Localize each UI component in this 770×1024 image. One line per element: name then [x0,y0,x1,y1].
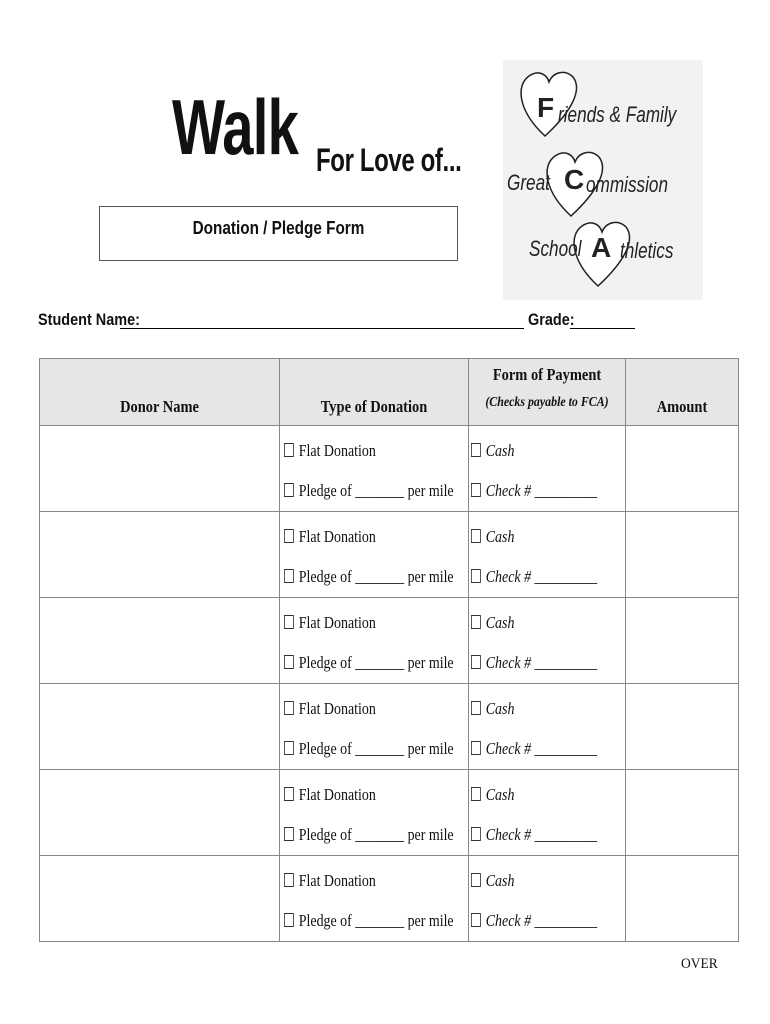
checkbox-icon[interactable] [284,787,294,801]
checkbox-icon[interactable] [471,483,481,497]
type-of-donation-cell [280,684,469,770]
flat-donation-option[interactable]: Flat Donation [284,699,435,719]
checkbox-icon[interactable] [471,569,481,583]
logo-friends-family: riends & Family [558,102,677,127]
donor-name-cell[interactable] [40,856,280,942]
pledge-amount-blank[interactable]: _______ [355,825,405,844]
flat-donation-option[interactable]: Flat Donation [284,785,435,805]
pledge-amount-blank[interactable]: _______ [355,911,405,930]
checkbox-icon[interactable] [471,529,481,543]
checkbox-icon[interactable] [471,873,481,887]
header-form-of-payment: Form of Payment (Checks payable to FCA) [469,359,626,426]
flat-donation-option[interactable]: Flat Donation [284,441,435,461]
table-row [40,426,739,512]
checkbox-icon[interactable] [284,827,294,841]
table-header-row [40,359,739,426]
checkbox-icon[interactable] [284,529,294,543]
form-of-payment-cell [469,512,626,598]
header-donor-name: Donor Name [40,359,280,426]
flat-donation-option[interactable]: Flat Donation [284,613,435,633]
pledge-option[interactable]: Pledge of _______ per mile [284,911,435,931]
pledge-option[interactable]: Pledge of _______ per mile [284,481,435,501]
logo-letter-c: C [564,164,585,195]
form-of-payment-cell [469,684,626,770]
grade-field[interactable] [570,328,635,329]
pledge-option[interactable]: Pledge of _______ per mile [284,825,435,845]
checkbox-icon[interactable] [284,569,294,583]
table-row [40,684,739,770]
type-of-donation-cell [280,598,469,684]
form-of-payment-cell [469,598,626,684]
table-row [40,856,739,942]
logo-letter-f: F [537,92,555,123]
check-number-blank[interactable]: _________ [534,911,598,930]
form-of-payment-cell [469,856,626,942]
pledge-amount-blank[interactable]: _______ [355,481,405,500]
pledge-option[interactable]: Pledge of _______ per mile [284,567,435,587]
logo-great: Great [507,170,550,195]
cash-option[interactable]: Cash [471,871,597,891]
title-for-love-of: For Love of... [316,142,462,178]
over-label: OVER [681,956,718,972]
table-row [40,770,739,856]
pledge-amount-blank[interactable]: _______ [355,653,405,672]
header-payment-note: (Checks payable to FCA) [485,395,609,410]
form-of-payment-cell [469,426,626,512]
fca-logo [503,60,703,300]
checkbox-icon[interactable] [284,873,294,887]
logo-commission: ommission [586,172,669,197]
check-number-blank[interactable]: _________ [534,739,598,758]
amount-cell[interactable] [626,512,739,598]
donor-name-cell[interactable] [40,512,280,598]
check-option[interactable]: Check # _________ [471,825,597,845]
student-name-label: Student Name: [38,310,140,329]
form-title-box [99,206,458,261]
cash-option[interactable]: Cash [471,527,597,547]
logo-letter-a: A [591,232,612,263]
check-option[interactable]: Check # _________ [471,567,597,587]
checkbox-icon[interactable] [471,615,481,629]
amount-cell[interactable] [626,426,739,512]
amount-cell[interactable] [626,684,739,770]
checkbox-icon[interactable] [471,443,481,457]
checkbox-icon[interactable] [471,913,481,927]
checkbox-icon[interactable] [284,913,294,927]
type-of-donation-cell [280,856,469,942]
form-title: Donation / Pledge Form [192,218,365,238]
amount-cell[interactable] [626,598,739,684]
check-option[interactable]: Check # _________ [471,653,597,673]
cash-option[interactable]: Cash [471,613,597,633]
logo-athletics: thletics [620,238,674,263]
cash-option[interactable]: Cash [471,441,597,461]
grade-label: Grade: [528,310,575,329]
check-number-blank[interactable]: _________ [534,825,598,844]
donor-name-cell[interactable] [40,426,280,512]
checkbox-icon[interactable] [471,827,481,841]
checkbox-icon[interactable] [284,443,294,457]
table-row [40,512,739,598]
student-name-field[interactable] [120,328,524,329]
amount-cell[interactable] [626,856,739,942]
type-of-donation-cell [280,512,469,598]
cash-option[interactable]: Cash [471,785,597,805]
amount-cell[interactable] [626,770,739,856]
header-type-of-donation: Type of Donation [280,359,469,426]
header-amount: Amount [626,359,739,426]
check-number-blank[interactable]: _________ [534,481,598,500]
checkbox-icon[interactable] [284,615,294,629]
checkbox-icon[interactable] [471,701,481,715]
donor-name-cell[interactable] [40,684,280,770]
flat-donation-option[interactable]: Flat Donation [284,871,435,891]
pledge-option[interactable]: Pledge of _______ per mile [284,653,435,673]
checkbox-icon[interactable] [471,655,481,669]
pledge-option[interactable]: Pledge of _______ per mile [284,739,435,759]
flat-donation-option[interactable]: Flat Donation [284,527,435,547]
type-of-donation-cell [280,426,469,512]
check-option[interactable]: Check # _________ [471,739,597,759]
donor-name-cell[interactable] [40,770,280,856]
checkbox-icon[interactable] [284,483,294,497]
pledge-amount-blank[interactable]: _______ [355,739,405,758]
logo-school: School [529,236,582,261]
table-row [40,598,739,684]
checkbox-icon[interactable] [471,741,481,755]
check-option[interactable]: Check # _________ [471,481,597,501]
cash-option[interactable]: Cash [471,699,597,719]
title-walk: Walk [172,83,299,171]
check-number-blank[interactable]: _________ [534,653,598,672]
pledge-table [39,358,739,942]
check-number-blank[interactable]: _________ [534,567,598,586]
check-option[interactable]: Check # _________ [471,911,597,931]
checkbox-icon[interactable] [284,741,294,755]
checkbox-icon[interactable] [284,701,294,715]
donor-name-cell[interactable] [40,598,280,684]
type-of-donation-cell [280,770,469,856]
checkbox-icon[interactable] [284,655,294,669]
form-of-payment-cell [469,770,626,856]
checkbox-icon[interactable] [471,787,481,801]
pledge-amount-blank[interactable]: _______ [355,567,405,586]
